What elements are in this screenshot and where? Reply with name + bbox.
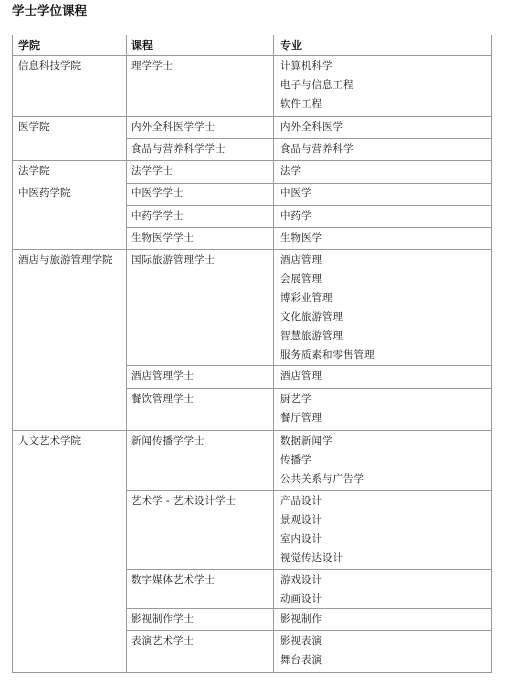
course-name: 食品与营养科学学士 (131, 143, 226, 155)
major-name: 厨艺学 (280, 393, 312, 405)
major-list (280, 184, 312, 203)
course-name: 新闻传播学学士 (131, 435, 205, 447)
table-divider-school-course (126, 35, 127, 673)
major-list (280, 492, 343, 568)
school-name-text: 酒店与旅游管理学院 (18, 254, 113, 266)
course-name: 中药学学士 (131, 210, 184, 222)
major-name: 电子与信息工程 (280, 79, 354, 91)
major-name: 影视制作 (280, 613, 322, 625)
major-list (280, 432, 364, 489)
major-name: 舞台表演 (280, 654, 322, 666)
row-rule (12, 672, 492, 673)
major-name: 食品与营养科学 (280, 143, 354, 155)
major-name: 文化旅游管理 (280, 311, 343, 323)
major-name: 服务质素和零售管理 (280, 349, 375, 361)
course-name: 酒店管理学士 (131, 370, 194, 382)
school-name: 医学院 (18, 121, 50, 133)
major-name: 游戏设计 (280, 574, 322, 586)
school-name (18, 251, 122, 270)
course-name: 生物医学学士 (131, 232, 194, 244)
major-name: 数据新闻学 (280, 435, 333, 447)
major-list (280, 632, 322, 670)
course-name: 表演艺术学士 (131, 635, 194, 647)
major-name: 计算机科学 (280, 60, 333, 72)
major-list (280, 207, 312, 226)
major-list (280, 162, 301, 181)
major-list (280, 251, 375, 365)
school-name: 法学院 (18, 165, 50, 177)
course-name: 内外全科医学学士 (131, 121, 215, 133)
course-name: 理学学士 (131, 60, 173, 72)
table-divider-course-major (273, 35, 274, 673)
course-name: 影视制作学士 (131, 613, 194, 625)
major-list (280, 229, 322, 248)
major-name: 传播学 (280, 454, 312, 466)
major-name: 软件工程 (280, 98, 322, 110)
row-rule (126, 227, 492, 228)
major-name: 中医学 (280, 187, 312, 199)
course-name: 艺术学 - 艺术设计学士 (131, 495, 236, 507)
header-school: 学院 (18, 39, 40, 52)
course-name: 数字媒体艺术学士 (131, 574, 215, 586)
major-name: 酒店管理 (280, 370, 322, 382)
row-rule (126, 388, 492, 389)
row-rule (12, 430, 492, 431)
header-course: 课程 (131, 39, 153, 52)
row-rule (126, 205, 492, 206)
course-name: 国际旅游管理学士 (131, 254, 215, 266)
major-name: 景观设计 (280, 514, 322, 526)
major-name: 法学 (280, 165, 301, 177)
major-name: 酒店管理 (280, 254, 322, 266)
major-name: 视觉传达设计 (280, 552, 343, 564)
major-list (280, 367, 322, 386)
row-rule (12, 116, 492, 117)
major-name: 会展管理 (280, 273, 322, 285)
major-list (280, 140, 354, 159)
major-name: 产品设计 (280, 495, 322, 507)
major-list (280, 571, 322, 609)
major-name: 生物医学 (280, 232, 322, 244)
school-name: 信息科技学院 (18, 60, 81, 72)
row-rule (126, 490, 492, 491)
major-list (280, 118, 343, 137)
major-name: 智慧旅游管理 (280, 330, 343, 342)
row-rule (126, 138, 492, 139)
major-list (280, 610, 322, 629)
major-list (280, 390, 322, 428)
course-name: 法学学士 (131, 165, 173, 177)
row-rule (126, 630, 492, 631)
row-rule (12, 55, 492, 56)
school-name: 人文艺术学院 (18, 435, 81, 447)
major-name: 博彩业管理 (280, 292, 333, 304)
major-name: 室内设计 (280, 533, 322, 545)
row-rule (126, 569, 492, 570)
table-border-left (12, 35, 13, 673)
major-name: 餐厅管理 (280, 412, 322, 424)
major-name: 影视表演 (280, 635, 322, 647)
course-name: 中医学学士 (131, 187, 184, 199)
major-name: 内外全科医学 (280, 121, 343, 133)
row-rule (12, 249, 492, 250)
major-name: 动画设计 (280, 593, 322, 605)
school-name: 中医药学院 (18, 187, 71, 199)
major-list (280, 57, 354, 114)
table-border-right (491, 35, 492, 673)
row-rule (126, 365, 492, 366)
header-major: 专业 (280, 39, 302, 52)
page-title: 学士学位课程 (12, 3, 88, 18)
row-rule (12, 160, 492, 161)
major-name: 中药学 (280, 210, 312, 222)
course-name: 餐饮管理学士 (131, 393, 194, 405)
major-name: 公共关系与广告学 (280, 473, 364, 485)
